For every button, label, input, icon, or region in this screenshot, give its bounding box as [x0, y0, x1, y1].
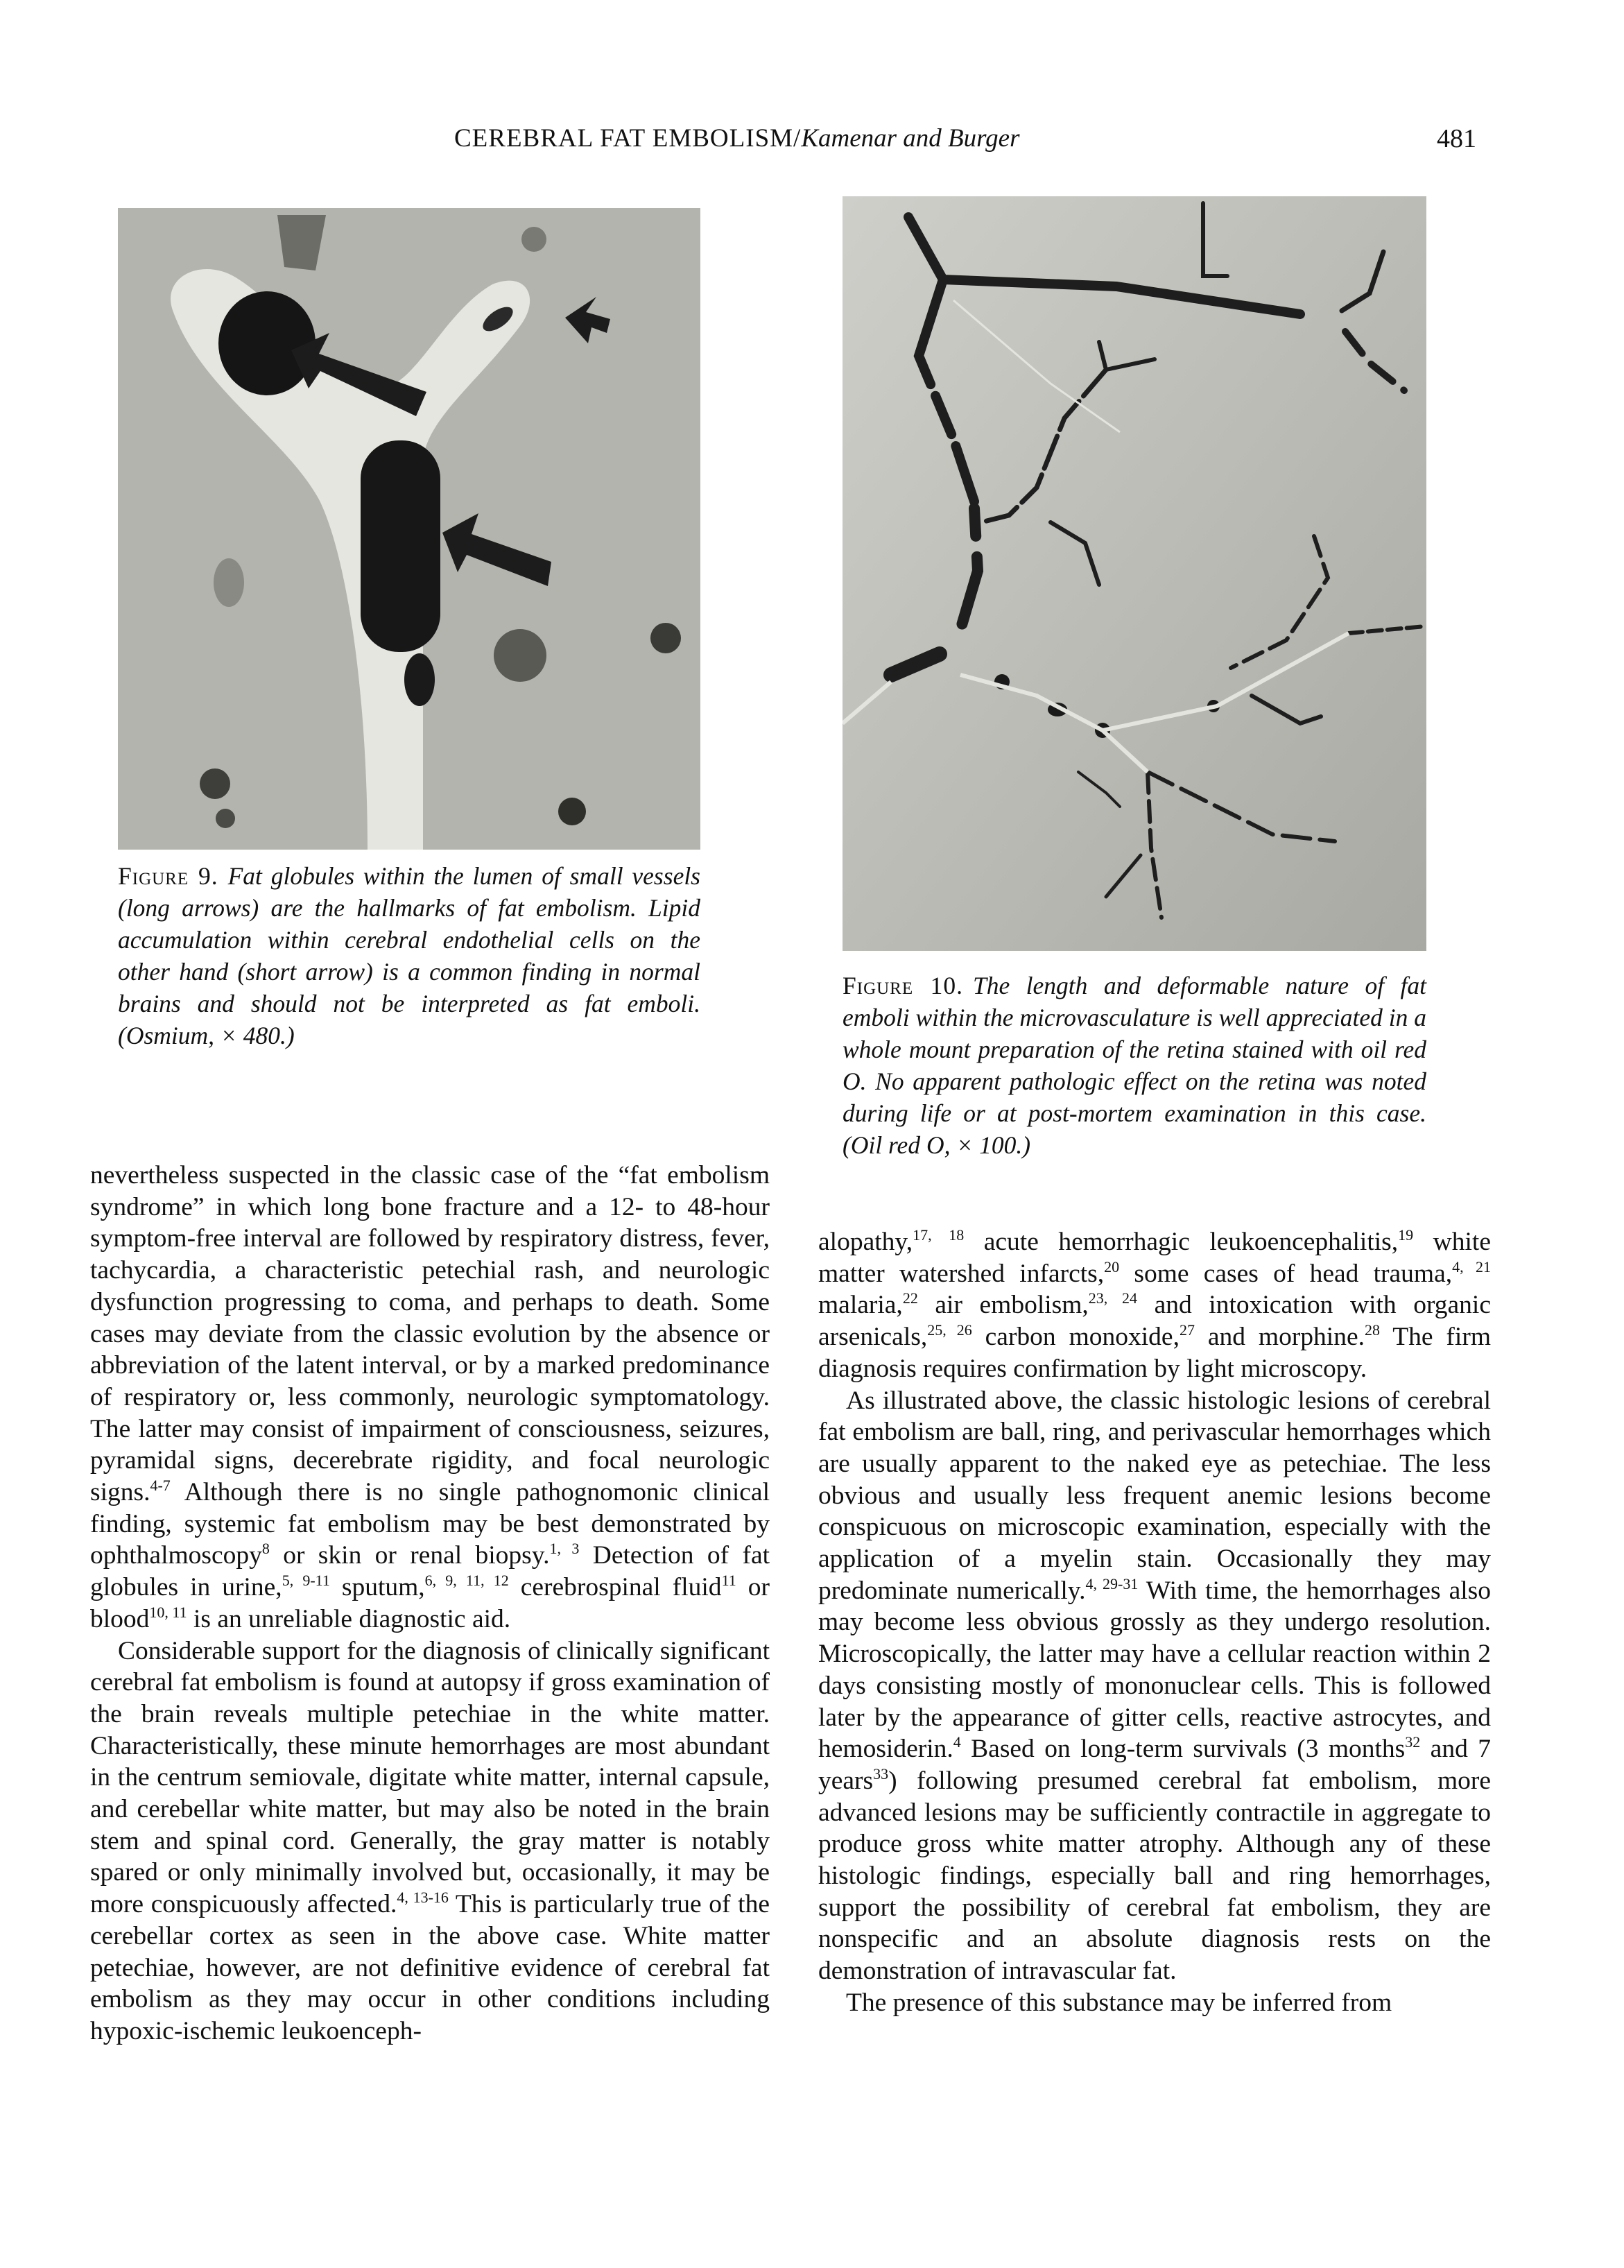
glial-cell: [558, 798, 586, 825]
paragraph-text: is an unreliable diagnostic aid.: [187, 1604, 511, 1633]
paragraph-text: some cases of head trauma,: [1119, 1259, 1453, 1288]
citation-reference: 4-7: [150, 1477, 171, 1495]
paragraph-text: or blood: [90, 1573, 770, 1633]
citation-reference: 33: [873, 1764, 889, 1782]
citation-reference: 1, 3: [549, 1540, 580, 1558]
figure-9-label: Figure 9.: [118, 862, 218, 890]
paragraph-text: nevertheless suspected in the classic case of the “fat embolism syndrome” in which long bone fracture and a 12- to 48-hour symptom-free interval are followed by respiratory distress, fever, tachycardia, a characteristic petechial rash, and neurologic dysfunction progressing to coma, and perhaps to death. Some cases may deviate from the classic evolution by the absence or abbreviation of the latent interval, or by a marked predominance of respiratory or, less commonly, neurologic symptomatology. The latter may consist of impairment of consciousness, seizures, pyramidal signs, decerebrate rigidity, and focal neurologic signs.: [90, 1161, 770, 1507]
paragraph-text: white matter watershed infarcts,: [818, 1228, 1491, 1288]
figure-9-svg: [118, 208, 700, 850]
paragraph-text: or skin or renal biopsy.: [269, 1541, 550, 1570]
body-paragraph: [818, 1226, 1491, 1385]
paragraph-text: With time, the hemorrhages also may become less obvious grossly as they undergo resolution. Microscopically, the latter may have a cellular reaction within 2 days consisting mostly of mononuclear cells. This is followed later by the appearance of gitter cells, reactive astrocytes, and hemosiderin.: [818, 1576, 1492, 1764]
paragraph-text: cerebrospinal fluid: [508, 1573, 722, 1602]
paragraph-text: Based on long-term survivals (3 months: [960, 1735, 1406, 1764]
paragraph-text: The firm diagnosis requires confirmation by light microscopy.: [818, 1323, 1491, 1383]
glial-cell: [494, 629, 546, 682]
citation-reference: 25, 26: [927, 1321, 972, 1339]
fat-globule-elongated: [361, 440, 440, 652]
body-paragraph: [90, 1160, 770, 1635]
citation-reference: 5, 9-11: [282, 1572, 330, 1590]
paragraph-text: ) following presumed cerebral fat embolism, more advanced lesions may be sufficiently contractile in aggregate to produce gross white matter atrophy. Although any of these histologic findings, especially ball and ring hemorrhages, support the possibility of cerebral fat embolism, they are nonspecific and an absolute diagnosis rests on the demonstration of intravascular fat.: [818, 1766, 1491, 1986]
figure-9-caption: [118, 860, 700, 1051]
fat-globule-small: [404, 653, 435, 706]
citation-reference: 6, 9, 11, 12: [424, 1572, 509, 1590]
paragraph-text: and intoxication with organic arsenicals,: [818, 1291, 1491, 1352]
body-paragraph: [818, 1987, 1491, 2019]
figure-10-svg: [843, 196, 1426, 951]
paragraph-text: acute hemorrhagic leukoencephalitis,: [964, 1228, 1399, 1256]
body-column-left: [90, 1160, 770, 2047]
paragraph-text: and 7 years: [818, 1735, 1491, 1795]
citation-reference: 23, 24: [1088, 1289, 1137, 1307]
figure-9-micrograph: [118, 208, 700, 850]
paragraph-text: This is particularly true of the cerebellar cortex as seen in the above case. White matter petechiae, however, are not definitive evidence of cerebral fat embolism as they may occur in other conditions including hypoxic-ischemic leukoenceph-: [90, 1890, 770, 2045]
paragraph-text: Detection of fat globules in urine,: [90, 1541, 770, 1602]
glial-cell: [214, 558, 244, 607]
body-paragraph: [818, 1385, 1491, 1987]
citation-reference: 19: [1398, 1226, 1414, 1244]
paragraph-text: air embolism,: [917, 1291, 1089, 1320]
fat-globule-round: [218, 291, 316, 395]
paragraph-text: Considerable support for the diagnosis of clinically significant cerebral fat embolism is found at autopsy if gross examination of the brain reveals multiple petechiae in the white matter. Characteristically, these minute hemorrhages are most abundant in the centrum semiovale, digitate white matter, internal capsule, and cerebellar white matter, but may also be noted in the brain stem and spinal cord. Generally, the gray matter is notably spared or only minimally involved but, occasionally, it may be more conspicuously affected.: [90, 1636, 770, 1919]
article-authors: Kamenar and Burger: [801, 124, 1020, 153]
running-head: [0, 123, 1624, 165]
citation-reference: 4, 29-31: [1085, 1574, 1139, 1592]
figure-10-label: Figure 10.: [843, 972, 963, 999]
citation-reference: 22: [902, 1289, 918, 1307]
page-number: 481: [1437, 124, 1476, 153]
figure-10-caption-text: The length and deformable nature of fat emboli within the microvasculature is well appreciated in a whole mount preparation of the retina stained with oil red O. No apparent pathologic effect on the retina was noted during life or at post-mortem examination in this case. (Oil red O, × 100.): [843, 972, 1427, 1159]
glial-cell: [200, 768, 230, 799]
citation-reference: 20: [1104, 1257, 1120, 1275]
citation-reference: 8: [261, 1540, 270, 1558]
citation-reference: 11: [721, 1572, 736, 1590]
glial-cell: [521, 227, 546, 252]
body-column-right: [818, 1226, 1491, 2019]
citation-reference: 28: [1365, 1321, 1380, 1339]
glial-cell: [650, 623, 681, 653]
glial-cell: [216, 809, 235, 828]
paragraph-text: sputum,: [329, 1573, 425, 1602]
citation-reference: 32: [1405, 1733, 1421, 1751]
paragraph-text: malaria,: [818, 1291, 903, 1320]
figure-10-caption: [843, 970, 1426, 1161]
paragraph-text: and morphine.: [1194, 1323, 1365, 1352]
journal-section-title: CEREBRAL FAT EMBOLISM/: [454, 124, 802, 153]
paragraph-text: Although there is no single pathognomonic clinical finding, systemic fat embolism may be best demonstrated by ophthalmoscopy: [90, 1478, 770, 1570]
citation-reference: 27: [1179, 1321, 1195, 1339]
paragraph-text: The presence of this substance may be inferred from: [846, 1988, 1392, 2017]
citation-reference: 17, 18: [913, 1226, 965, 1244]
paragraph-text: carbon monoxide,: [971, 1323, 1180, 1352]
paragraph-text: As illustrated above, the classic histologic lesions of cerebral fat embolism are ball, ring, and perivascular hemorrhages which are usually apparent to the naked eye as petechiae. The less obvious and usually less frequent anemic lesions become conspicuous on microscopic examination, especially with the application of a myelin stain. Occasionally they may predominate numerically.: [818, 1386, 1491, 1605]
figure-9-caption-text: Fat globules within the lumen of small vessels (long arrows) are the hallmarks of fat embolism. Lipid accumulation within cerebral endothelial cells on the other hand (short arrow) is a common finding in normal brains and should not be interpreted as fat emboli. (Osmium, × 480.): [118, 862, 700, 1049]
body-paragraph: [90, 1635, 770, 2047]
citation-reference: 10, 11: [149, 1603, 187, 1621]
citation-reference: 4: [953, 1733, 961, 1751]
running-title: [454, 123, 1020, 153]
citation-reference: 4, 21: [1452, 1257, 1491, 1275]
figure-10-retina-micrograph: [843, 196, 1426, 951]
paragraph-text: alopathy,: [818, 1228, 913, 1256]
citation-reference: 4, 13-16: [397, 1889, 449, 1907]
